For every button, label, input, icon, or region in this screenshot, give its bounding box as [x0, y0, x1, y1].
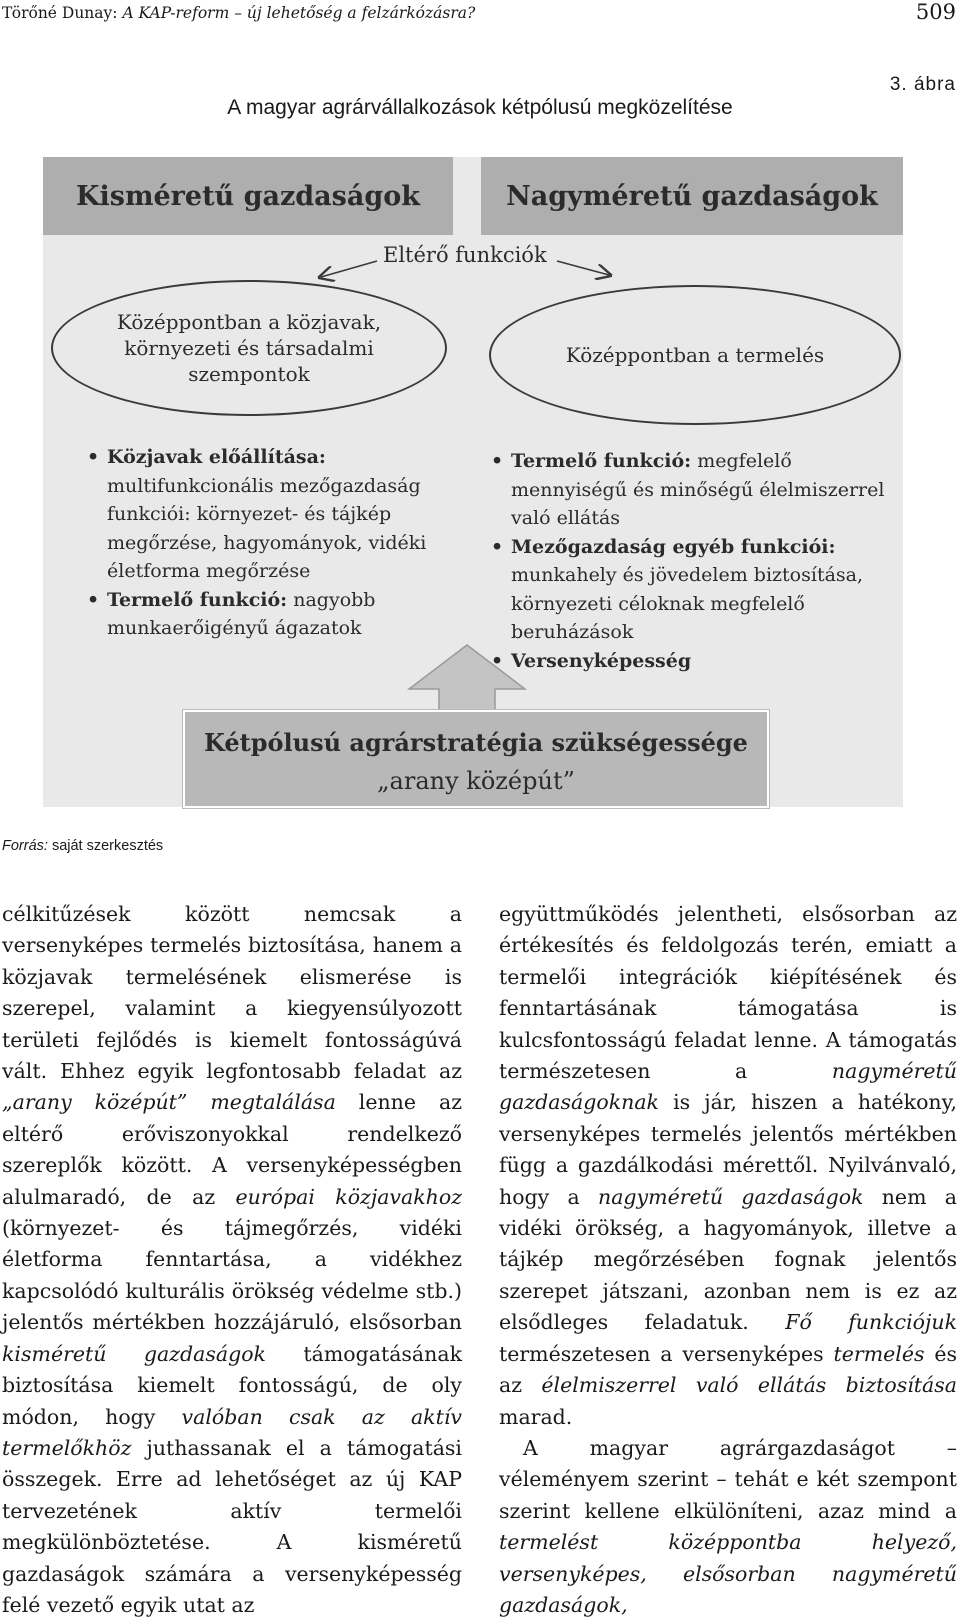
ellipse-left-line: Középpontban a közjavak,: [116, 310, 382, 334]
running-head-title: A KAP-reform – új lehetőség a felzárkózásra?: [122, 4, 476, 22]
list-item: [85, 586, 445, 643]
source-label: Forrás:: [2, 838, 48, 854]
list-large-farms: [489, 447, 889, 675]
text-run-italic: nagyméretű gazdaságok: [598, 1184, 864, 1209]
list-line: munkahely és jövedelem biztosítása,: [511, 564, 864, 586]
list-item: [489, 447, 889, 533]
figure-title: A magyar agrárvállalkozások kétpólusú megközelítése: [227, 96, 733, 119]
strategy-box: [183, 710, 769, 808]
text-run: lenne az eltérő erőviszonyokkal rendelkező szereplők között. A versenyképességben alulmaradó, de az: [2, 1090, 462, 1209]
functions-label: Eltérő funkciók: [383, 243, 547, 267]
text-run: juthassanak el a támogatási összegek. Erre ad lehetőséget az új KAP tervezetének aktív termelői megkülönböztetése. A kisméretű gazdaságok számára a versenyképesség felé vezető egyik utat az: [2, 1435, 462, 1617]
paragraph: [499, 899, 957, 1433]
text-run-italic: nagyméretű gazdaságoknak: [499, 1059, 957, 1115]
text-run-italic: „arany középút” megtalálása: [2, 1090, 336, 1115]
strategy-subtitle: „arany középút”: [377, 767, 575, 795]
strategy-title: Kétpólusú agrárstratégia szükségessége: [204, 728, 748, 757]
text-run-italic: kisméretű gazdaságok: [2, 1341, 266, 1366]
text-run: támogatásának biztosítása kiemelt fontosságú, de oly módon, hogy: [2, 1341, 463, 1429]
list-line: környezeti céloknak megfelelő: [511, 592, 805, 615]
paragraph: [2, 899, 462, 1621]
list-item-title: Termelő funkció:: [107, 588, 288, 611]
text-run: is jár, hiszen a hatékony, versenyképes termelés jelentős mértékben függ a gazdálkodási mérettől. Nyilvánvaló, hogy a: [499, 1090, 957, 1209]
text-run-italic: valóban csak az aktív termelőkhöz: [2, 1404, 462, 1460]
paragraph: [499, 1433, 957, 1621]
arrow-left: [321, 261, 377, 277]
list-item-title: Versenyképesség: [511, 649, 692, 672]
text-run-italic: európai közjavakhoz: [235, 1184, 462, 1209]
diagram: [43, 157, 903, 807]
list-line: életforma megőrzése: [107, 560, 311, 582]
list-item: [85, 443, 445, 586]
figure-number: 3. ábra: [889, 74, 956, 95]
ellipse-production: [489, 285, 901, 425]
list-item: [489, 533, 889, 647]
list-item: [489, 647, 889, 676]
running-head-authors: Törőné Dunay: A KAP-reform – új lehetőség a felzárkózásra?: [2, 4, 476, 22]
list-line: mennyiségű és minőségű élelmiszerrel: [511, 478, 885, 501]
text-run-italic: termelés: [833, 1341, 925, 1366]
up-arrow: [407, 643, 527, 713]
ellipse-left-line: környezeti és társadalmi: [124, 336, 374, 360]
text-run: és az: [499, 1341, 958, 1398]
text-run-italic: Fő funkciójuk: [785, 1310, 957, 1335]
list-small-farms: [85, 443, 445, 643]
text-run: nem a vidéki örökség, a hagyományok, illetve a tájkép megőrzésében fognak jelentős szerepet játszani, azonban nem is ez az elsődleges feladatuk.: [499, 1184, 957, 1335]
text-run: marad.: [499, 1404, 573, 1429]
list-item-title: Közjavak előállítása:: [107, 446, 326, 468]
text-run: (környezet- és tájmegőrzés, vidéki életforma fenntartása, a vidékhez kapcsolódó kulturális örökség védelme stb.) jelentős mértékben hozzájáruló, elsősorban: [2, 1216, 462, 1335]
source-text: saját szerkesztés: [47, 838, 164, 854]
text-run: együttműködés jelentheti, elsősorban az értékesítés és feldolgozás terén, emiatt a termelői integrációk kiépítésének és fenntartásának támogatása is kulcsfontosságú feladat lenne. A támogatás természetesen a: [499, 902, 957, 1084]
list-line: megőrzése, hagyományok, vidéki: [107, 531, 427, 554]
ellipse-public-goods: [51, 280, 447, 416]
body-column-right: [499, 899, 957, 1621]
arrow-right: [557, 261, 609, 275]
list-line: munkaerőigényű ágazatok: [107, 617, 362, 639]
list-line: nagyobb: [287, 588, 376, 611]
body-column-left: [2, 899, 462, 1621]
arrows: [43, 157, 903, 287]
ellipse-right-text: Középpontban a termelés: [565, 343, 825, 367]
text-run: A magyar agrárgazdaságot – véleményem szerint – tehát e két szempont szerint kellene elkülöníteni, azaz mind a: [499, 1435, 957, 1523]
figure-source: [2, 838, 163, 854]
text-run-italic: élelmiszerrel való ellátás biztosítása: [541, 1373, 957, 1398]
text-run-italic: termelést középpontba helyező, versenyképes, elsősorban nagyméretű gazdaságok,: [499, 1530, 957, 1617]
list-line: funkciói: környezet- és tájkép: [107, 503, 392, 525]
text-run: természetesen a versenyképes: [499, 1341, 834, 1366]
list-item-title: Termelő funkció:: [511, 450, 692, 472]
list-line: való ellátás: [511, 507, 621, 529]
page-number: 509: [915, 0, 956, 24]
list-line: megfelelő: [691, 450, 792, 472]
list-line: multifunkcionális mezőgazdaság: [107, 474, 421, 497]
list-item-title: Mezőgazdaság egyéb funkciói:: [511, 535, 836, 558]
list-line: beruházások: [511, 621, 634, 643]
ellipse-left-line: szempontok: [188, 362, 310, 386]
text-run: célkitűzések között nemcsak a versenyképes termelés biztosítása, hanem a közjavak termelésének elismerése is szerepel, valamint a kiegyensúlyozott területi fejlődés is kiemelt fontosságúvá vált. Ehhez egyik legfontosabb feladat az: [2, 902, 462, 1084]
header-small-farms: Kisméretű gazdaságok: [43, 157, 453, 235]
running-head: [0, 0, 960, 30]
header-large-farms: Nagyméretű gazdaságok: [481, 157, 903, 235]
